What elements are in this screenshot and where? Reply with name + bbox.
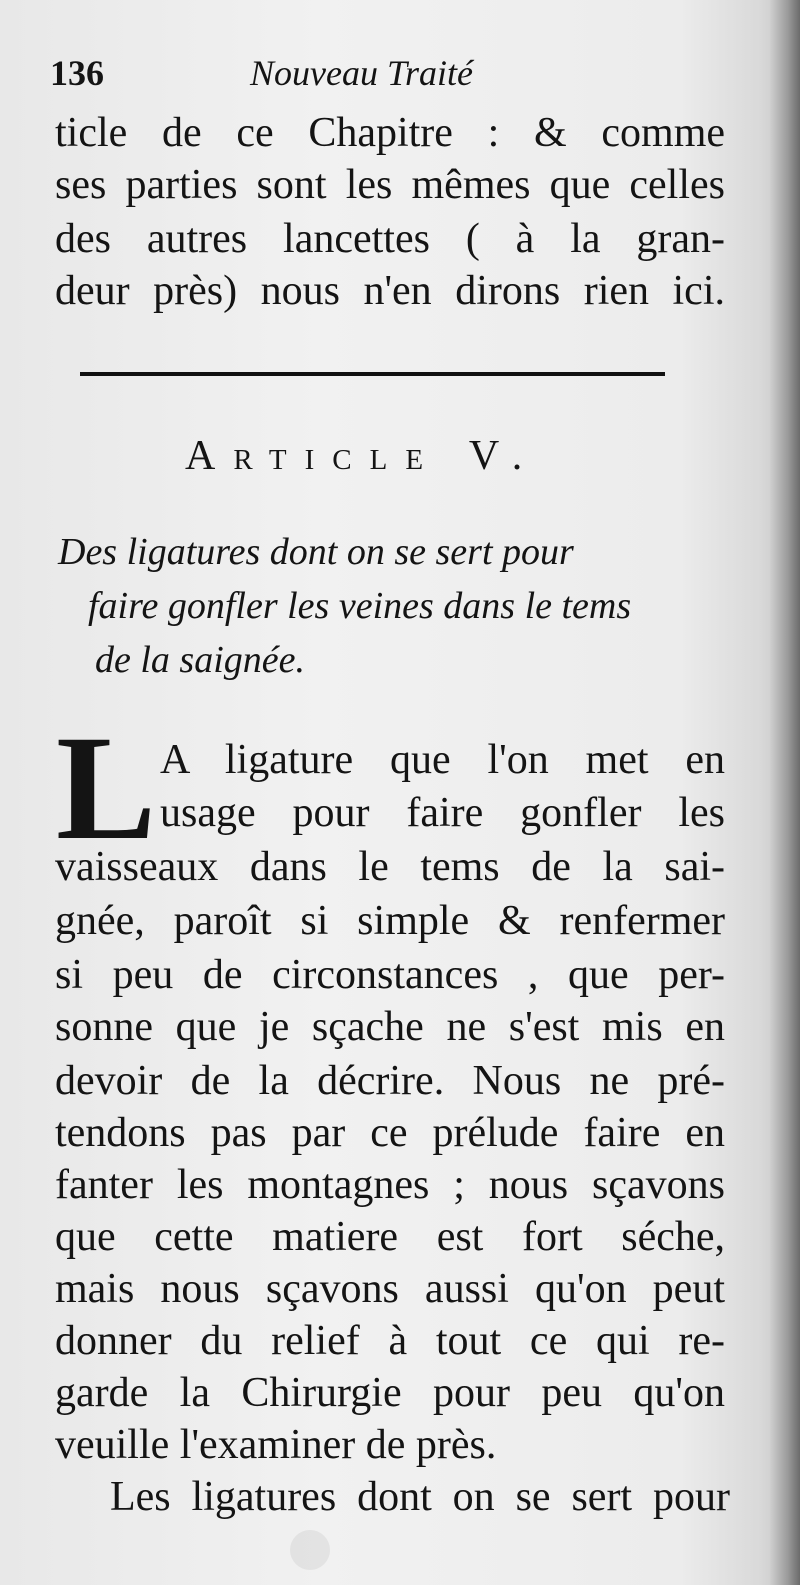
body-line: Les ligatures dont on se sert pour bbox=[110, 1474, 730, 1520]
article-subtitle-line: faire gonfler les veines dans le tems bbox=[88, 585, 632, 627]
body-line: fanter les montagnes ; nous sçavons bbox=[55, 1162, 725, 1208]
book-binding-edge bbox=[770, 0, 800, 1585]
body-line: si peu de circonstances , que per- bbox=[55, 952, 725, 998]
body-line: mais nous sçavons aussi qu'on peut bbox=[55, 1266, 725, 1312]
body-line: usage pour faire gonfler les bbox=[160, 790, 725, 836]
body-line: tendons pas par ce prélude faire en bbox=[55, 1110, 725, 1156]
drop-cap: L bbox=[56, 705, 157, 871]
ink-smudge bbox=[290, 1530, 330, 1570]
body-line: que cette matiere est fort séche, bbox=[55, 1214, 725, 1260]
article-subtitle-line: Des ligatures dont on se sert pour bbox=[58, 531, 574, 573]
body-line: donner du relief à tout ce qui re- bbox=[55, 1318, 725, 1364]
body-line: A ligature que l'on met en bbox=[160, 737, 725, 783]
intro-line: ses parties sont les mêmes que celles bbox=[55, 162, 725, 208]
page-header bbox=[50, 52, 610, 102]
article-subtitle-line: de la saignée. bbox=[95, 639, 306, 681]
body-line: gnée, paroît si simple & renfermer bbox=[55, 898, 725, 944]
body-line: vaisseaux dans le tems de la sai- bbox=[55, 844, 725, 890]
running-title: Nouveau Traité bbox=[250, 53, 473, 93]
intro-line: ticle de ce Chapitre : & comme bbox=[55, 110, 725, 156]
section-divider bbox=[80, 372, 665, 376]
page-number: 136 bbox=[50, 53, 104, 93]
body-line: garde la Chirurgie pour peu qu'on bbox=[55, 1370, 725, 1416]
intro-line: des autres lancettes ( à la gran- bbox=[55, 216, 725, 262]
intro-line: deur près) nous n'en dirons rien ici. bbox=[55, 268, 725, 314]
body-line: sonne que je sçache ne s'est mis en bbox=[55, 1004, 725, 1050]
body-line: veuille l'examiner de près. bbox=[55, 1422, 497, 1468]
body-line: devoir de la décrire. Nous ne pré- bbox=[55, 1058, 725, 1104]
article-heading: Article V. bbox=[185, 433, 541, 479]
